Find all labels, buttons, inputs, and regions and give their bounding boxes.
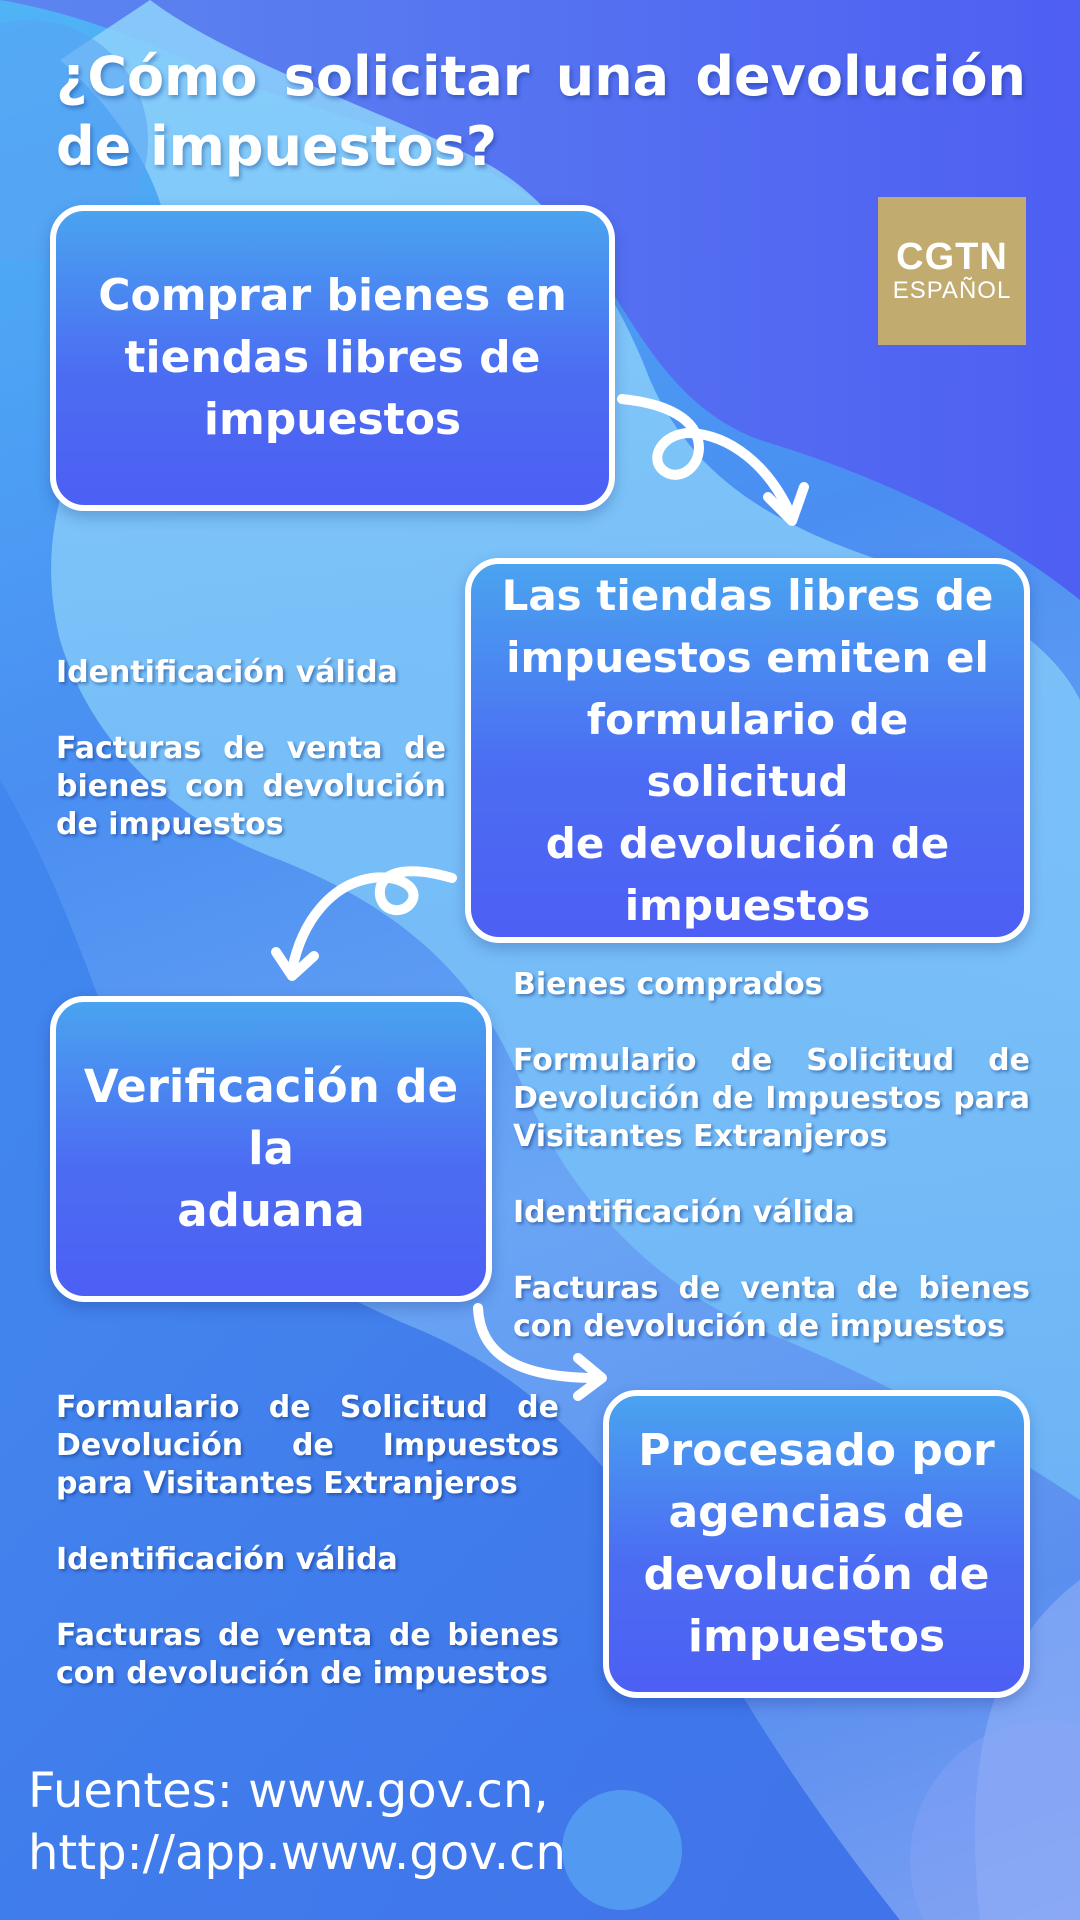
step-text-line: impuestos (203, 394, 462, 445)
step-buy-goods (50, 205, 615, 511)
cgtn-logo (878, 197, 1026, 345)
source-line: Fuentes: www.gov.cn, (28, 1763, 549, 1819)
page-title: ¿Cómo solicitar una devolución de impuestos? (56, 45, 1026, 178)
step-text-line: tiendas libres de (124, 332, 541, 383)
curved-arrow-icon (262, 860, 462, 990)
step-text-line: de devolución de (545, 818, 950, 868)
step-text-line: formulario de solicitud (586, 694, 909, 806)
requirement-item: Identificación válida (513, 1195, 855, 1230)
requirement-item: Bienes comprados (513, 967, 823, 1002)
step-text-line: Verificación de la (83, 1060, 459, 1175)
step-customs-verification (50, 996, 492, 1302)
step-issue-form (465, 558, 1030, 943)
step-text-line: Procesado por (638, 1425, 995, 1476)
requirement-item: Facturas de venta de bienes con devolución de impuestos (56, 1618, 559, 1691)
requirements-list-3 (56, 1389, 559, 1693)
requirement-item: Identificación válida (56, 655, 398, 690)
source-link[interactable]: http://app.www.gov.cn (28, 1825, 566, 1881)
sources-text (28, 1760, 728, 1884)
requirement-item: Formulario de Solicitud de Devolución de Impuestos para Visitantes Extranjeros (56, 1390, 559, 1501)
logo-subtitle: ESPAÑOL (892, 277, 1012, 304)
requirement-item: Identificación válida (56, 1542, 398, 1577)
step-text-line: agencias de (668, 1487, 965, 1538)
step-text-line: impuestos (687, 1611, 946, 1662)
curved-arrow-icon (600, 385, 820, 545)
step-refund-agency (603, 1390, 1030, 1698)
curved-arrow-icon (470, 1300, 620, 1410)
step-text-line: Las tiendas libres de (501, 570, 994, 620)
requirement-item: Formulario de Solicitud de Devolución de Impuestos para Visitantes Extranjeros (513, 1043, 1030, 1154)
logo-brand: CGTN (896, 236, 1008, 278)
requirement-item: Facturas de venta de bienes con devolución de impuestos (56, 731, 446, 842)
step-text-line: Comprar bienes en (98, 270, 567, 321)
requirements-list-1 (56, 654, 446, 844)
step-text-line: devolución de (643, 1549, 990, 1600)
step-text-line: impuestos (624, 880, 871, 930)
requirement-item: Facturas de venta de bienes con devolución de impuestos (513, 1271, 1030, 1344)
step-text-line: aduana (177, 1184, 365, 1237)
step-text-line: impuestos emiten el (506, 632, 989, 682)
requirements-list-2 (513, 966, 1030, 1346)
